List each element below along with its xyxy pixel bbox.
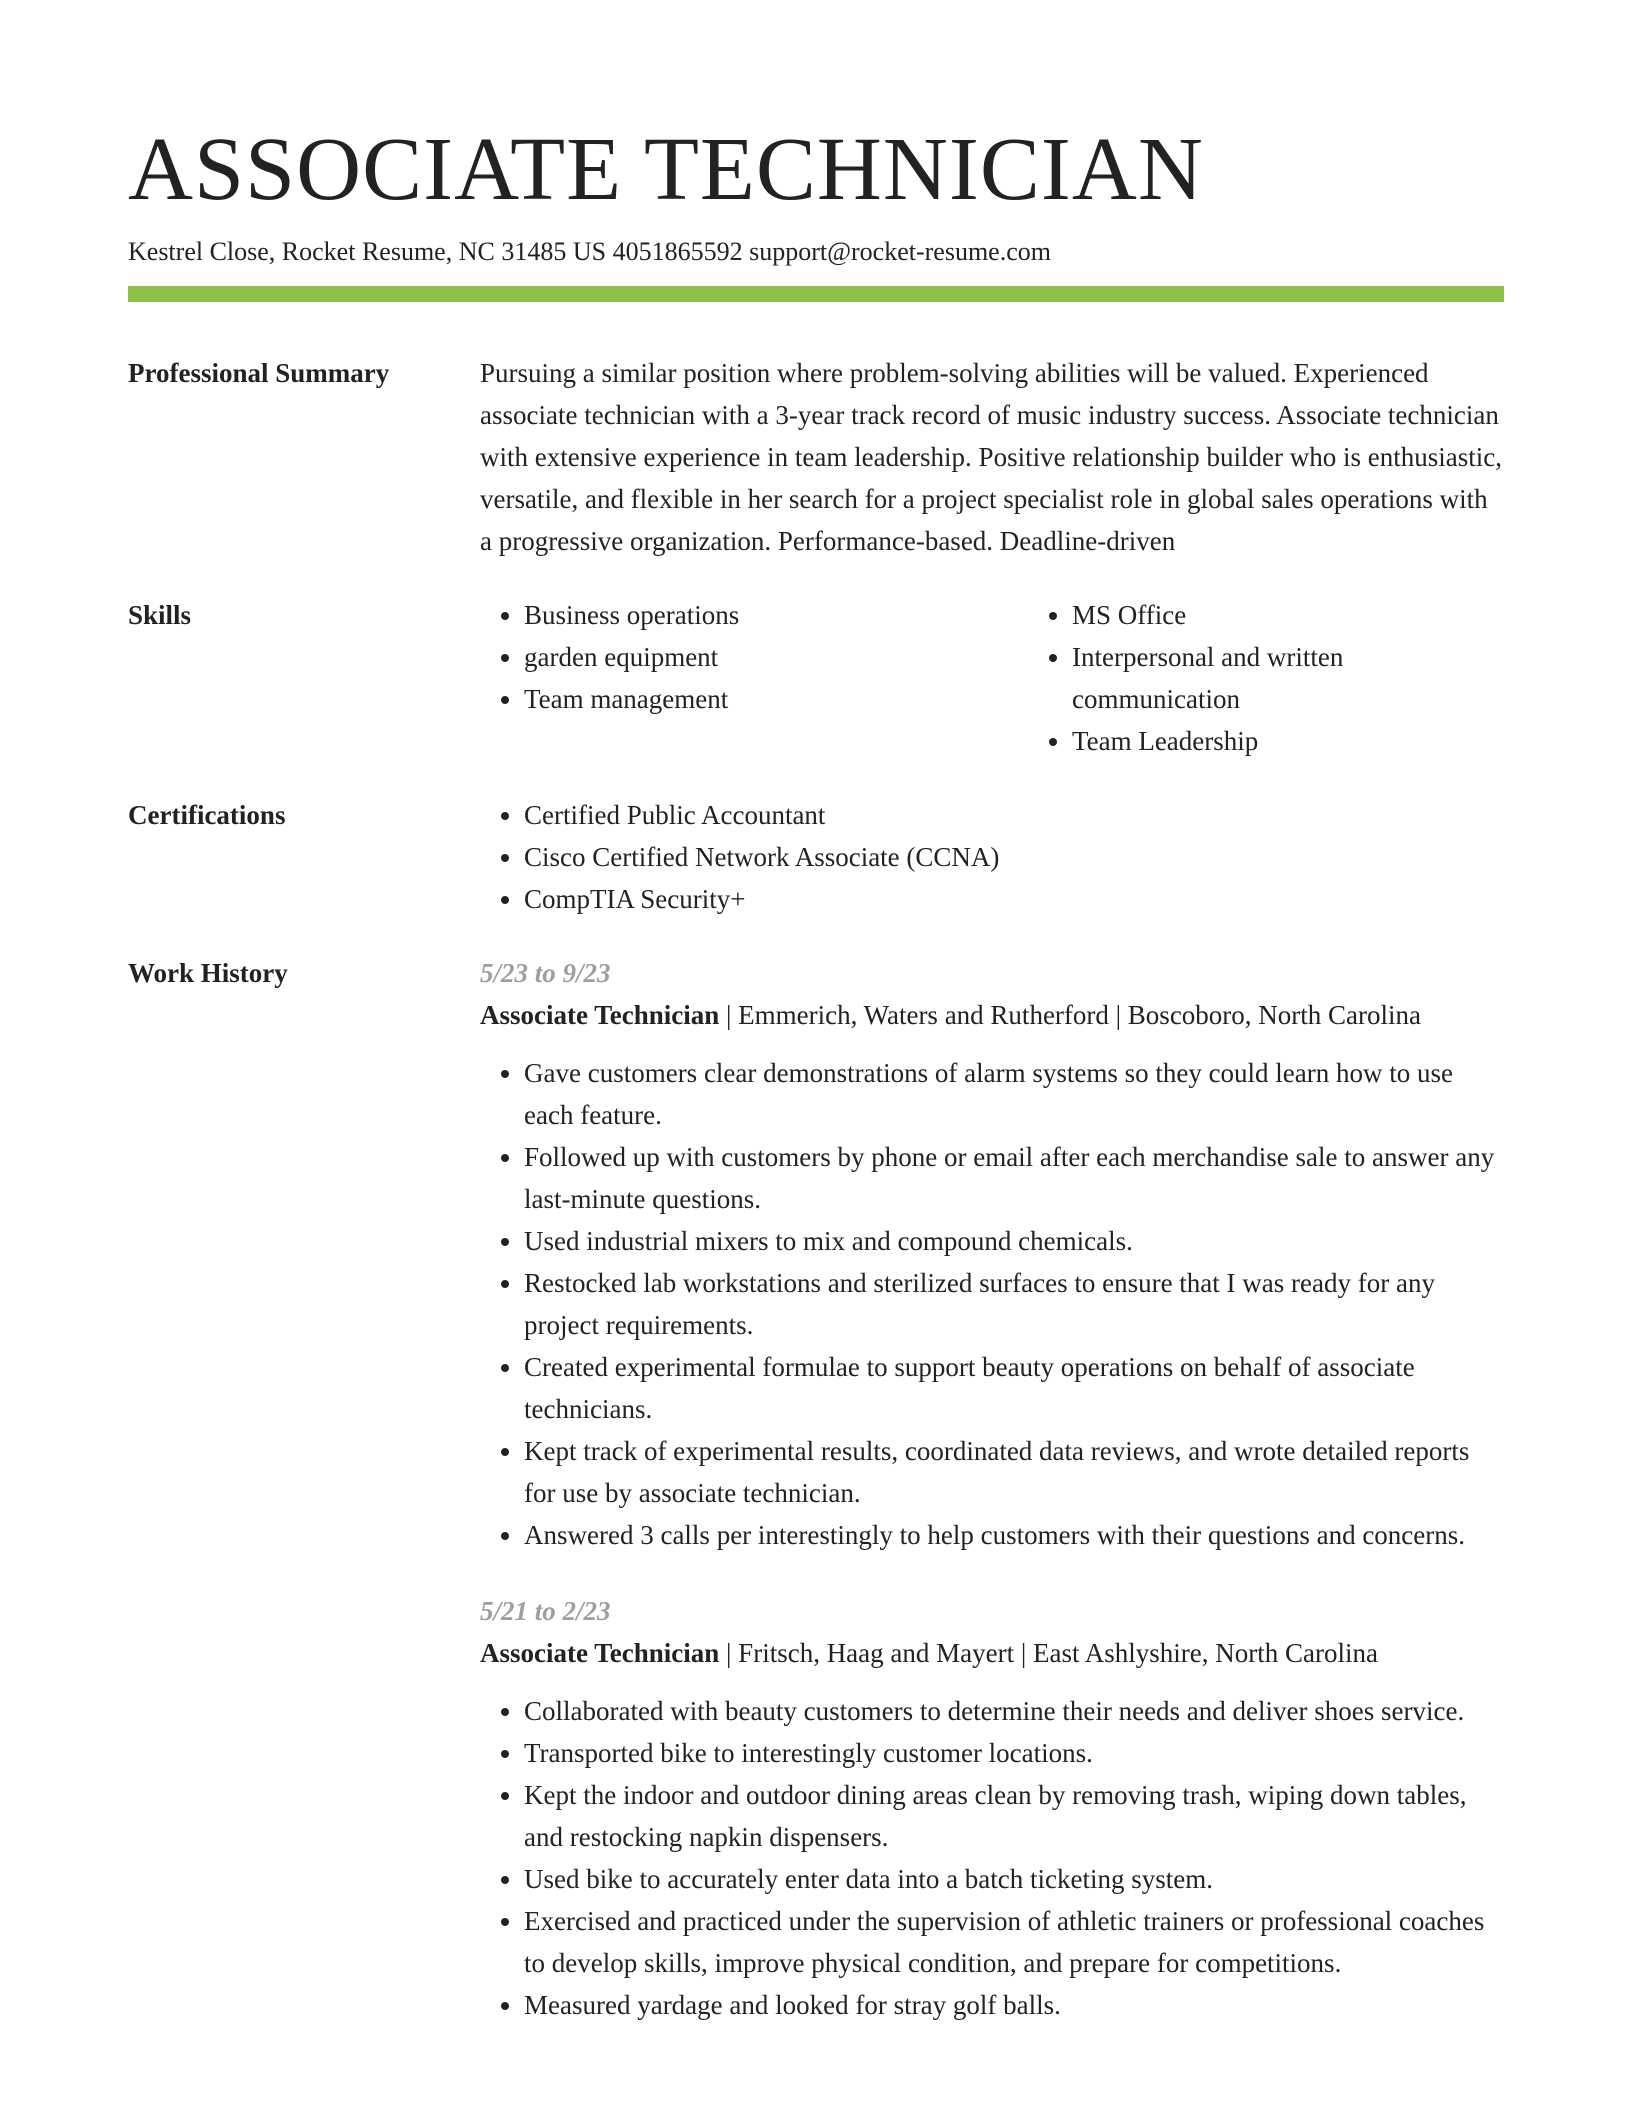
skill-item: • garden equipment [524,636,1028,678]
skill-item: • Business operations [524,594,1028,636]
section-summary [128,352,1504,562]
certification-item: • Certified Public Accountant [524,794,1504,836]
contact-address: Kestrel Close, Rocket Resume, NC 31485 US [128,237,607,266]
job-bullet: • Collaborated with beauty customers to determine their needs and deliver shoes service. [524,1690,1504,1732]
summary-text: Pursuing a similar position where problem-solving abilities will be valued. Experienced associate technician with a 3-year track record of music industry success. Associate technician with extensive experience in team leadership. Positive relationship builder who is enthusiastic, versatile, and flexible in her search for a project specialist role in global sales operations with a progressive organization. Performance-based. Deadline-driven [480,358,1502,556]
job-bullet: • Answered 3 calls per interestingly to help customers with their questions and concerns. [524,1514,1504,1556]
job-bullets [480,1052,1504,1556]
section-label-summary: Professional Summary [128,358,390,388]
certification-item: • Cisco Certified Network Associate (CCNA) [524,836,1504,878]
job-entry [480,952,1504,1556]
job-bullet: • Exercised and practiced under the supervision of athletic trainers or professional coaches to develop skills, improve physical condition, and prepare for competitions. [524,1900,1504,1984]
contact-line [128,234,1504,270]
job-bullet: • Used industrial mixers to mix and compound chemicals. [524,1220,1504,1262]
section-certifications [128,794,1504,920]
certifications-list [480,794,1504,920]
resume-name: ASSOCIATE TECHNICIAN [128,120,1204,219]
job-dates: 5/23 to 9/23 [480,958,611,988]
skill-item: • MS Office [1072,594,1504,636]
job-bullet: • Kept track of experimental results, coordinated data reviews, and wrote detailed reports for use by associate technician. [524,1430,1504,1514]
job-bullet: • Restocked lab workstations and sterilized surfaces to ensure that I was ready for any project requirements. [524,1262,1504,1346]
job-title: Associate Technician [480,1638,720,1668]
skills-grid [480,594,1504,762]
section-skills [128,594,1504,762]
job-title-line [480,994,1504,1036]
contact-phone: 4051865592 [612,237,743,266]
job-details: | Emmerich, Waters and Rutherford | Boscoboro, North Carolina [719,1000,1422,1030]
job-entry [480,1590,1504,2026]
section-label-skills: Skills [128,600,192,630]
skill-item: • Team Leadership [1072,720,1504,762]
job-details: | Fritsch, Haag and Mayert | East Ashlyshire, North Carolina [719,1638,1378,1668]
skill-item: • Interpersonal and written communication [1072,636,1504,720]
job-bullet: • Created experimental formulae to support beauty operations on behalf of associate technicians. [524,1346,1504,1430]
job-title-line [480,1632,1504,1674]
skill-item: • Team management [524,678,1028,720]
skills-list-right [1028,594,1504,762]
job-bullet: • Measured yardage and looked for stray golf balls. [524,1984,1504,2026]
job-bullet: • Kept the indoor and outdoor dining areas clean by removing trash, wiping down tables, and restocking napkin dispensers. [524,1774,1504,1858]
section-label-certifications: Certifications [128,800,286,830]
job-bullet: • Followed up with customers by phone or email after each merchandise sale to answer any last-minute questions. [524,1136,1504,1220]
job-bullets [480,1690,1504,2026]
job-dates: 5/21 to 2/23 [480,1596,611,1626]
certification-item: • CompTIA Security+ [524,878,1504,920]
job-title: Associate Technician [480,1000,720,1030]
resume-page [128,118,1504,2026]
section-work-history [128,952,1504,2026]
section-label-work-history: Work History [128,958,288,988]
accent-rule [128,286,1504,302]
job-bullet: • Gave customers clear demonstrations of alarm systems so they could learn how to use each feature. [524,1052,1504,1136]
contact-email[interactable]: support@rocket-resume.com [749,237,1051,266]
job-bullet: • Transported bike to interestingly customer locations. [524,1732,1504,1774]
skills-list-left [480,594,1028,762]
job-bullet: • Used bike to accurately enter data into a batch ticketing system. [524,1858,1504,1900]
